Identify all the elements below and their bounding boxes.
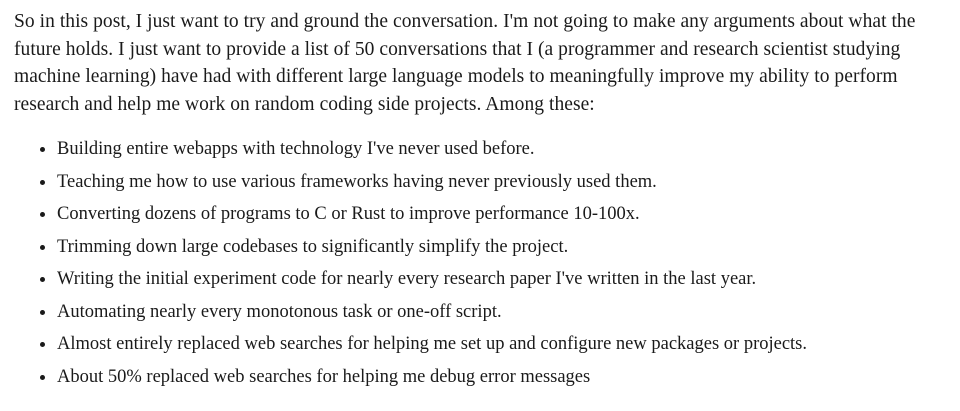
list-item-label: Converting dozens of programs to C or Rust to improve performance 10-100x. — [57, 204, 640, 224]
bullet-icon — [40, 277, 45, 282]
list-item — [14, 299, 946, 325]
list-item — [14, 136, 946, 162]
bullet-icon — [40, 375, 45, 380]
list-item — [14, 364, 946, 390]
bullet-icon — [40, 180, 45, 185]
bullet-icon — [40, 310, 45, 315]
list-item-label: Almost entirely replaced web searches for helping me set up and configure new packages or projects. — [57, 334, 807, 354]
list-item-label: Writing the initial experiment code for nearly every research paper I've written in the last year. — [57, 269, 757, 289]
list-item — [14, 201, 946, 227]
list-item-label: Teaching me how to use various frameworks having never previously used them. — [57, 171, 657, 192]
bullet-icon — [40, 212, 45, 217]
bullet-icon — [40, 245, 45, 250]
list-item-label: Trimming down large codebases to significantly simplify the project. — [57, 236, 569, 257]
list-item — [14, 266, 946, 292]
list-item — [14, 234, 946, 260]
intro-paragraph: So in this post, I just want to try and ground the conversation. I'm not going to make any arguments about what the future holds. I just want to provide a list of 50 conversations that I (a programmer and research scientist studying machine learning) have had with different large language models to meaningfully improve my ability to perform research and help me work on random coding side projects. Among these: — [14, 11, 916, 115]
usage-examples-list — [14, 136, 946, 390]
bullet-icon — [40, 342, 45, 347]
list-item-label: About 50% replaced web searches for helping me debug error messages — [57, 366, 591, 387]
list-item — [14, 169, 946, 195]
list-item-label: Automating nearly every monotonous task or one-off script. — [57, 301, 502, 322]
bullet-icon — [40, 147, 45, 152]
list-item — [14, 331, 946, 357]
list-item-label: Building entire webapps with technology I've never used before. — [57, 139, 535, 159]
